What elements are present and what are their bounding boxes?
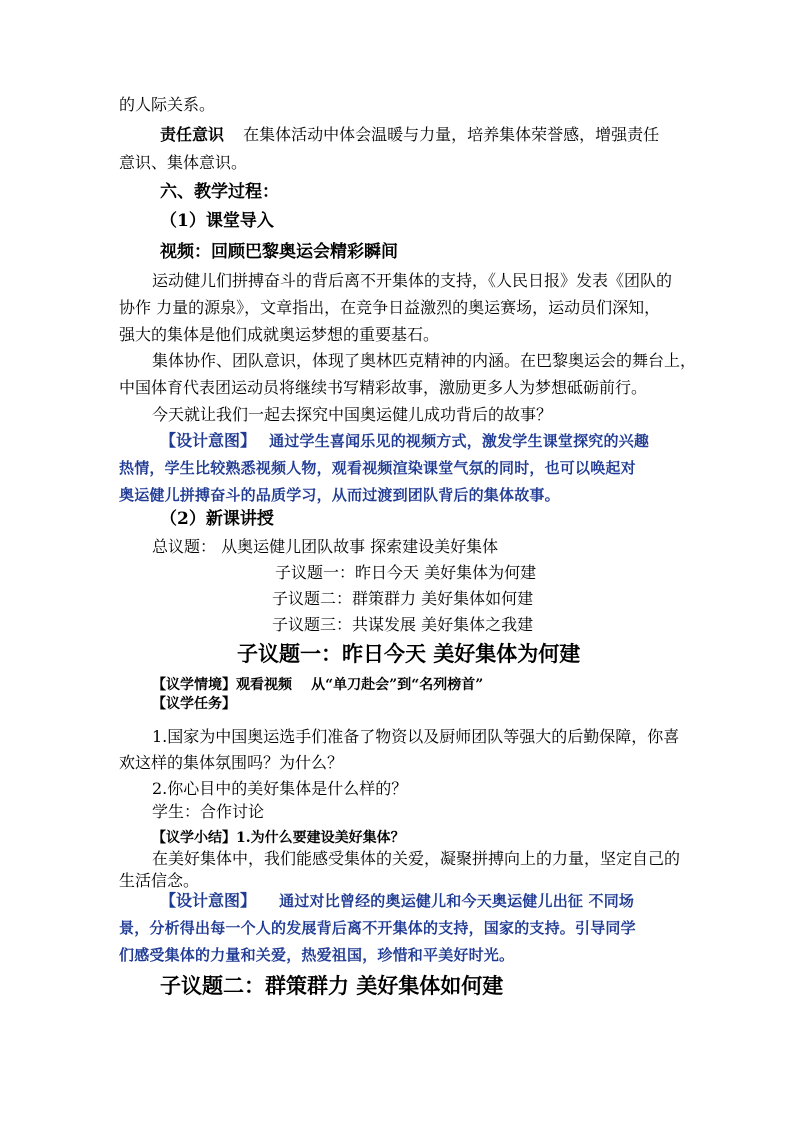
situation-text: 从“单刀赴会”到“名列榜首” (311, 677, 484, 693)
subsection-2-heading: （2）新课讲授 (160, 509, 274, 529)
design-intent-2-line-2: 景，分析得出每一个人的发展背后离不开集体的支持，国家的支持。引导同学 (119, 919, 636, 937)
sub-topic-2: 子议题二：群策群力 美好集体如何建 (272, 589, 534, 608)
student-activity: 学生：合作讨论 (152, 802, 265, 821)
situation-tag: 【议学情境】观看视频 (152, 677, 292, 693)
intro-line-6: 今天就让我们一起去探究中国奥运健儿成功背后的故事？ (152, 405, 553, 424)
intro-line-5: 中国体育代表团运动员将继续书写精彩故事，激励更多人为梦想砥砺前行。 (119, 378, 648, 397)
intro-line-4: 集体协作、团队意识，体现了奥林匹克精神的内涵。在巴黎奥运会的舞台上， (152, 351, 697, 370)
design-intent-tag: 【设计意图】 (160, 891, 257, 910)
task-tag: 【议学任务】 (152, 696, 236, 712)
sub-topic-2-heading: 子议题二：群策群力 美好集体如何建 (160, 973, 504, 998)
summary-tag: 【议学小结】1.为什么要建设美好集体？ (152, 830, 405, 846)
responsibility-line-1 (160, 124, 659, 146)
paragraph-tail: 的人际关系。 (119, 95, 216, 114)
design-intent-1-line-2: 热情，学生比较熟悉视频人物，观看视频渲染课堂气氛的同时，也可以唤起对 (119, 459, 636, 477)
summary-line-1: 在美好集体中，我们能感受集体的关爱，凝聚拼搏向上的力量，坚定自己的 (152, 849, 681, 868)
design-intent-2-line-1: 【设计意图】 通过对比曾经的奥运健儿和今天奥运健儿出征 不同场 (160, 891, 635, 910)
section-6-heading: 六、教学过程： (160, 182, 279, 202)
subsection-1-heading: （1）课堂导入 (160, 211, 274, 231)
question-1-line-2: 欢这样的集体氛围吗？为什么？ (119, 753, 344, 772)
video-title: 视频：回顾巴黎奥运会精彩瞬间 (160, 242, 398, 262)
design-intent-1-line-3: 奥运健儿拼搏奋斗的品质学习，从而过渡到团队背后的集体故事。 (119, 486, 560, 504)
sub-topic-3: 子议题三：共谋发展 美好集体之我建 (272, 615, 534, 634)
design-intent-2-line-3: 们感受集体的力量和关爱，热爱祖国，珍惜和平美好时光。 (119, 946, 515, 964)
main-topic: 总议题： 从奥运健儿团队故事 探索建设美好集体 (152, 537, 499, 556)
question-1-line-1: 1.国家为中国奥运选手们准备了物资以及厨师团队等强大的后勤保障，你喜 (152, 727, 680, 746)
summary-line-2: 生活信念。 (119, 871, 200, 890)
sub-topic-1: 子议题一：昨日今天 美好集体为何建 (275, 563, 537, 582)
intro-line-3: 强大的集体是他们成就奥运梦想的重要基石。 (119, 325, 440, 344)
responsibility-line-2: 意识、集体意识。 (119, 153, 248, 172)
intro-line-1: 运动健儿们拼搏奋斗的背后离不开集体的支持，《人民日报》发表《团队的 (152, 271, 673, 290)
responsibility-text-1: 在集体活动中体会温暖与力量，培养集体荣誉感，增强责任 (243, 125, 660, 144)
question-2: 2.你心目中的美好集体是什么样的？ (152, 779, 408, 798)
responsibility-label: 责任意识 (160, 125, 225, 144)
sub-topic-1-heading: 子议题一：昨日今天 美好集体为何建 (237, 641, 581, 666)
intro-line-2: 协作 力量的源泉》，文章指出，在竞争日益激烈的奥运赛场，运动员们深知， (119, 298, 661, 317)
design-intent-1-line-1: 【设计意图】 通过学生喜闻乐见的视频方式，激发学生课堂探究的兴趣 (160, 431, 650, 450)
design-intent-tag: 【设计意图】 (160, 431, 257, 450)
